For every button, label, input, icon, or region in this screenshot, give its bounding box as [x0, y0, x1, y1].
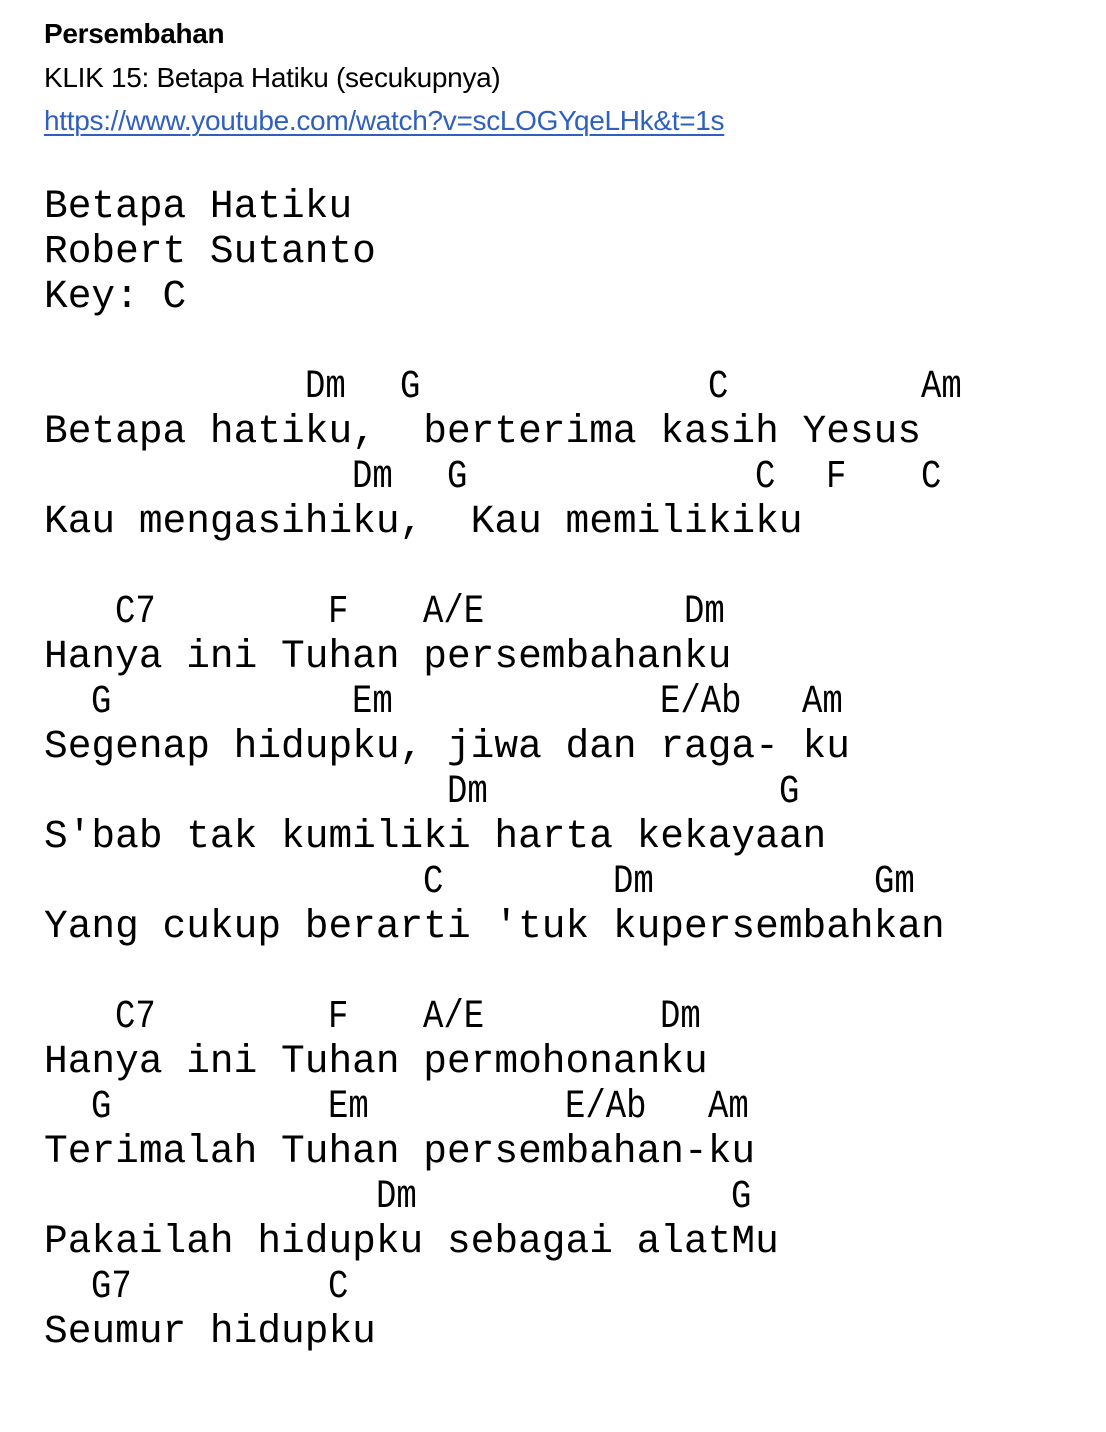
- chord: Dm: [683, 589, 725, 634]
- chord: C7: [115, 994, 156, 1039]
- chord: Dm: [660, 994, 701, 1039]
- lyric-line: Seumur hidupku: [44, 1309, 376, 1354]
- chord: G: [446, 454, 468, 499]
- section-chorus-1: [44, 589, 945, 949]
- chord: C7: [115, 589, 156, 634]
- lyric-line: Hanya ini Tuhan permohonanku: [44, 1039, 708, 1084]
- chord: Dm: [612, 859, 654, 904]
- chord: F: [328, 994, 349, 1039]
- chord-line: [44, 454, 945, 499]
- chord: C: [755, 454, 776, 499]
- chord-sheet: [44, 184, 962, 1354]
- lyric-line: Kau mengasihiku, Kau memilikiku: [44, 499, 803, 544]
- spacer: [44, 544, 945, 589]
- spacer: [44, 949, 945, 994]
- section-verse: [44, 364, 962, 544]
- chord: F: [328, 589, 349, 634]
- lyric-line: Segenap hidupku, jiwa dan raga- ku: [44, 724, 850, 769]
- chord: Am: [707, 1084, 749, 1129]
- lyric-line: Terimalah Tuhan persembahan-ku: [44, 1129, 756, 1174]
- song-artist: Robert Sutanto: [44, 229, 376, 274]
- chord-line: [44, 859, 945, 904]
- document-header: [44, 12, 724, 143]
- lyric-line: S'bab tak kumiliki harta kekayaan: [44, 814, 827, 859]
- section-chorus-2: [44, 994, 945, 1354]
- chord: E/Ab: [660, 679, 742, 724]
- chord-line: [44, 1264, 945, 1309]
- chord: G: [91, 1084, 112, 1129]
- chord-line: [44, 364, 962, 409]
- chord: A/E: [423, 994, 485, 1039]
- chord: Dm: [446, 769, 488, 814]
- chord: G: [399, 364, 420, 409]
- chord: Dm: [352, 454, 393, 499]
- youtube-link[interactable]: https://www.youtube.com/watch?v=scLOGYqeLHk&t=1s: [44, 105, 725, 136]
- chord: E/Ab: [565, 1084, 647, 1129]
- chord: C: [423, 859, 444, 904]
- lyric-line: Pakailah hidupku sebagai alatMu: [44, 1219, 779, 1264]
- chord: C: [920, 454, 942, 499]
- chord: Dm: [304, 364, 346, 409]
- chord: Gm: [873, 859, 915, 904]
- chord: Em: [352, 679, 393, 724]
- spacer: [44, 319, 945, 364]
- chord-line: [44, 994, 945, 1039]
- chord: Am: [802, 679, 844, 724]
- chord-line: [44, 679, 945, 724]
- chord-line: [44, 769, 945, 814]
- lyric-line: Betapa hatiku, berterima kasih Yesus: [44, 409, 922, 454]
- chord: C: [707, 364, 728, 409]
- chord: C: [328, 1264, 349, 1309]
- document-title: Persembahan: [44, 18, 225, 49]
- chord: G7: [91, 1264, 133, 1309]
- lyric-line: Hanya ini Tuhan persembahanku: [44, 634, 732, 679]
- chord-line: [44, 589, 945, 634]
- chord: Em: [328, 1084, 370, 1129]
- chord-line: [44, 1084, 945, 1129]
- song-title: Betapa Hatiku: [44, 184, 353, 229]
- chord-line: [44, 1174, 945, 1219]
- chord: Dm: [375, 1174, 417, 1219]
- document-subtitle: KLIK 15: Betapa Hatiku (secukupnya): [44, 61, 501, 93]
- chord: F: [826, 454, 847, 499]
- lyric-line: Yang cukup berarti 'tuk kupersembahkan: [44, 904, 945, 949]
- song-key: Key: C: [44, 274, 187, 319]
- chord: G: [731, 1174, 752, 1219]
- chord: G: [778, 769, 800, 814]
- chord: Am: [920, 364, 962, 409]
- chord: A/E: [423, 589, 485, 634]
- chord: G: [91, 679, 112, 724]
- song-sections: [44, 364, 962, 1354]
